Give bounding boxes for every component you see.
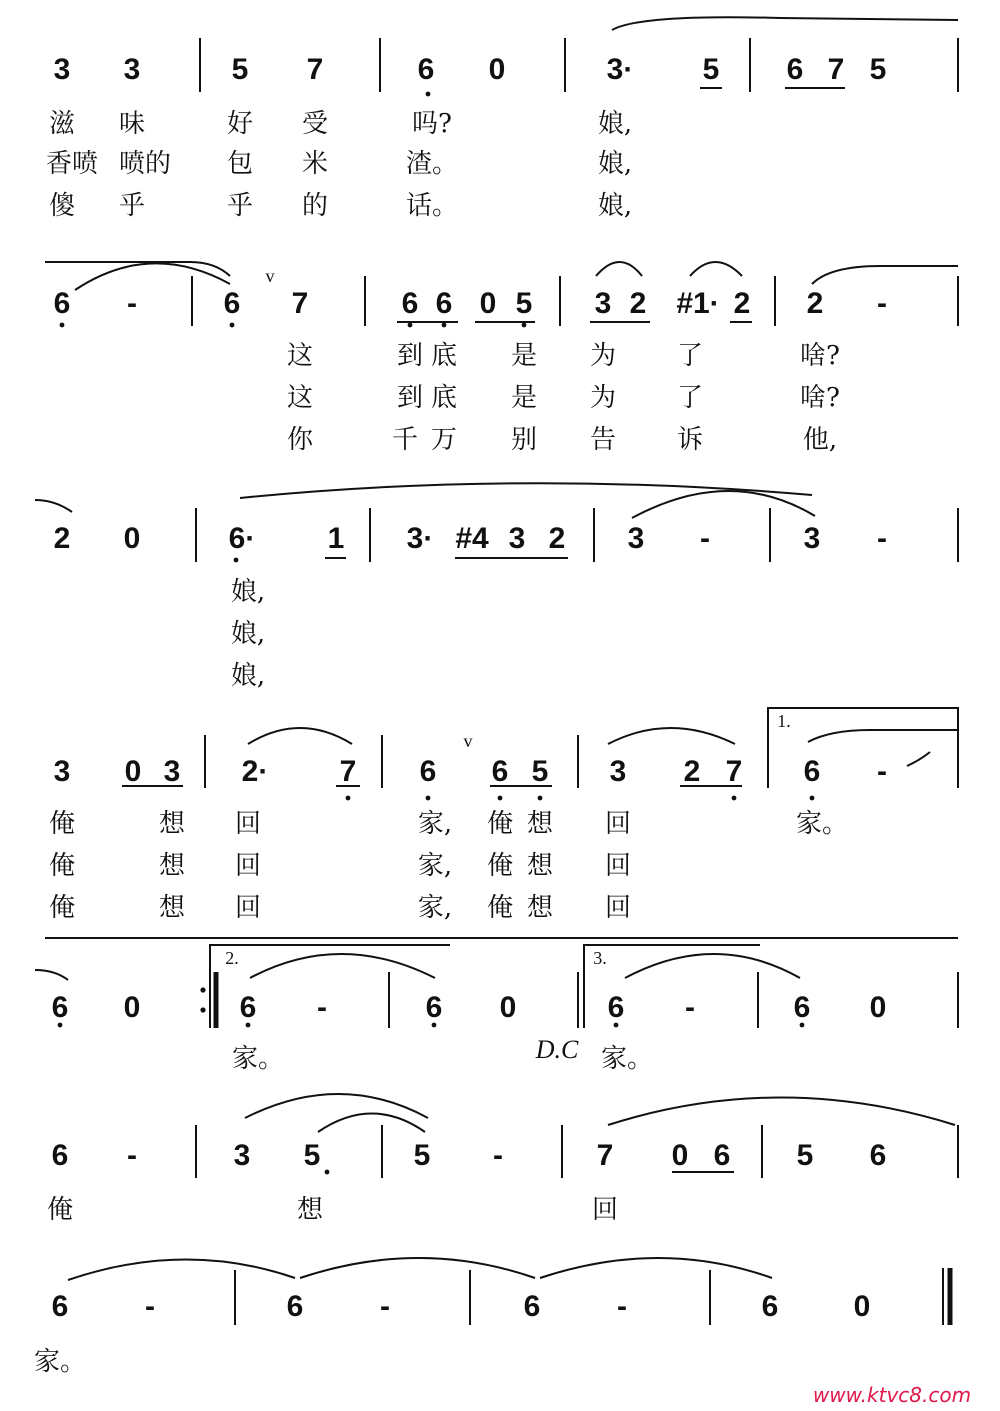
lyric: 的 (301, 191, 329, 221)
lyric: 俺 (48, 851, 76, 881)
slur (68, 1259, 295, 1280)
note: 3 (594, 287, 612, 320)
note: 6 (286, 1290, 304, 1323)
lyric: 想 (158, 893, 186, 923)
lyric: 底 (430, 383, 458, 413)
slur (632, 491, 815, 518)
slur (300, 1258, 535, 1278)
lyric: 香喷 (45, 149, 99, 179)
note: 2 (733, 287, 751, 320)
slur (248, 728, 352, 744)
note: 7 (827, 53, 845, 86)
slur (812, 266, 958, 284)
note: - (127, 1139, 137, 1172)
lyric: 啥? (800, 341, 840, 371)
note: 3 (508, 522, 526, 555)
slur (808, 730, 958, 742)
lyric: 想 (158, 851, 186, 881)
lyric: 回 (591, 1195, 619, 1225)
lyric: 回 (234, 851, 262, 881)
lyric: 家。 (231, 1044, 285, 1074)
da-capo-marker: D.C (535, 1035, 579, 1064)
note: 7 (596, 1139, 614, 1172)
note: 2 (53, 522, 71, 555)
lyric: 想 (526, 851, 554, 881)
lyric: 傻 (48, 191, 76, 221)
slur (35, 970, 68, 980)
lyric: 回 (234, 893, 262, 923)
note: 6 (803, 755, 821, 788)
note: 6 (223, 287, 241, 320)
lyric: 娘, (597, 191, 633, 221)
lyric: 受 (301, 109, 329, 139)
lyric: 包 (226, 149, 254, 179)
lyric: 为 (589, 341, 617, 371)
note: #1· (676, 287, 720, 320)
note: - (877, 522, 887, 555)
note: 7 (339, 755, 357, 788)
note: - (877, 755, 887, 788)
note: 1 (327, 522, 345, 555)
note: 3 (163, 755, 181, 788)
note: 2 (683, 755, 701, 788)
lyric: 想 (526, 893, 554, 923)
note: 0 (853, 1290, 871, 1323)
lyric: 了 (676, 383, 704, 413)
note: 0 (479, 287, 497, 320)
lyric: 家, (417, 809, 453, 839)
lyric: 是 (510, 341, 538, 371)
note: 3 (233, 1139, 251, 1172)
note: 2· (241, 755, 269, 788)
lyric: 千 (391, 425, 419, 455)
note: 3 (609, 755, 627, 788)
breath-mark: v (265, 266, 275, 286)
slur (245, 1094, 428, 1118)
slur (596, 262, 642, 276)
note: 7 (291, 287, 309, 320)
repeat-dot (200, 987, 205, 992)
lyric: 底 (430, 341, 458, 371)
slur (608, 728, 735, 744)
note: 6 (435, 287, 453, 320)
note: 0 (124, 755, 142, 788)
lyric: 你 (286, 425, 314, 455)
note: 6 (523, 1290, 541, 1323)
note: 5 (702, 53, 720, 86)
lyric: 家。 (600, 1044, 654, 1074)
lyric: 娘, (230, 619, 266, 649)
note: 3 (123, 53, 141, 86)
slur (540, 1258, 772, 1278)
lyric: 娘, (230, 661, 266, 691)
note: #4 (455, 522, 489, 555)
lyric: 话。 (405, 191, 459, 221)
note: - (685, 991, 695, 1024)
lyric: 告 (589, 425, 617, 455)
lyric: 米 (301, 149, 329, 179)
note: 6 (491, 755, 509, 788)
note: 7 (306, 53, 324, 86)
note: 5 (531, 755, 549, 788)
note: - (145, 1290, 155, 1323)
lyric: 娘, (597, 109, 633, 139)
lyric: 家。 (33, 1347, 87, 1377)
note: 3 (53, 53, 71, 86)
note: 5 (303, 1139, 321, 1172)
slur (250, 954, 435, 978)
lyric: 好 (226, 109, 254, 139)
volta-number: 2. (225, 948, 239, 968)
lyric: 味 (118, 109, 146, 139)
note: - (493, 1139, 503, 1172)
note: 6 (51, 1139, 69, 1172)
note: 3· (406, 522, 434, 555)
note: 6 (401, 287, 419, 320)
watermark: www.ktvc8.com (812, 1383, 972, 1407)
note: 3· (606, 53, 634, 86)
lyric: 想 (158, 809, 186, 839)
note: - (380, 1290, 390, 1323)
lyric: 乎 (118, 191, 146, 221)
note: 0 (671, 1139, 689, 1172)
note: 6 (607, 991, 625, 1024)
note: 6 (239, 991, 257, 1024)
lyric: 这 (286, 383, 314, 413)
note: 0 (488, 53, 506, 86)
note: 6 (51, 1290, 69, 1323)
note: 6 (51, 991, 69, 1024)
note: 6 (425, 991, 443, 1024)
note: 0 (869, 991, 887, 1024)
volta-number: 3. (593, 948, 607, 968)
note: 5 (413, 1139, 431, 1172)
lyric: 喷的 (118, 149, 172, 179)
note: - (617, 1290, 627, 1323)
slur (608, 1098, 955, 1126)
lyric: 他, (802, 425, 838, 455)
slur (625, 954, 800, 978)
lyric: 家, (417, 893, 453, 923)
repeat-dot (200, 1007, 205, 1012)
lyric: 为 (589, 383, 617, 413)
note: 6 (786, 53, 804, 86)
note: 6· (228, 522, 256, 555)
note: 5 (515, 287, 533, 320)
lyric: 家, (417, 851, 453, 881)
note: 2 (629, 287, 647, 320)
lyric: 渣。 (405, 149, 459, 179)
lyric: 别 (510, 425, 538, 455)
note: 6 (419, 755, 437, 788)
note: 6 (53, 287, 71, 320)
lyric: 乎 (226, 191, 254, 221)
note: 6 (793, 991, 811, 1024)
lyric: 俺 (48, 809, 76, 839)
slur (612, 17, 958, 30)
note: - (127, 287, 137, 320)
lyric: 俺 (486, 893, 514, 923)
slur (690, 262, 742, 276)
slur (75, 263, 230, 290)
lyric: 回 (234, 809, 262, 839)
note: 3 (627, 522, 645, 555)
note: 6 (869, 1139, 887, 1172)
lyric: 俺 (48, 893, 76, 923)
lyric: 俺 (486, 851, 514, 881)
note: - (877, 287, 887, 320)
slur (35, 500, 72, 512)
note: 0 (123, 991, 141, 1024)
lyric: 俺 (486, 809, 514, 839)
lyric: 吗? (412, 109, 452, 139)
lyric: 回 (604, 851, 632, 881)
note: 6 (417, 53, 435, 86)
lyric: 了 (676, 341, 704, 371)
lyric: 娘, (230, 577, 266, 607)
lyric: 想 (296, 1195, 324, 1225)
note: 7 (725, 755, 743, 788)
note: 5 (231, 53, 249, 86)
note: 0 (499, 991, 517, 1024)
lyric: 到 (396, 341, 424, 371)
note: 2 (548, 522, 566, 555)
lyric: 回 (604, 893, 632, 923)
lyric: 是 (510, 383, 538, 413)
note: 5 (796, 1139, 814, 1172)
lyric: 啥? (800, 383, 840, 413)
note: 0 (123, 522, 141, 555)
lyric: 家。 (795, 809, 849, 839)
note: - (700, 522, 710, 555)
slur (318, 1114, 425, 1133)
note: 3 (53, 755, 71, 788)
breath-mark: v (463, 731, 473, 751)
volta-number: 1. (777, 711, 791, 731)
slur (907, 752, 930, 766)
lyric: 娘, (597, 149, 633, 179)
note: 6 (761, 1290, 779, 1323)
lyric: 回 (604, 809, 632, 839)
note: 3 (803, 522, 821, 555)
note: 6 (713, 1139, 731, 1172)
lyric: 这 (286, 341, 314, 371)
lyric: 诉 (676, 425, 704, 455)
note: - (317, 991, 327, 1024)
note: 5 (869, 53, 887, 86)
lyric: 万 (430, 425, 458, 455)
lyric: 俺 (46, 1195, 74, 1225)
lyric: 到 (396, 383, 424, 413)
lyric: 想 (526, 809, 554, 839)
lyric: 滋 (48, 109, 76, 139)
note: 2 (806, 287, 824, 320)
